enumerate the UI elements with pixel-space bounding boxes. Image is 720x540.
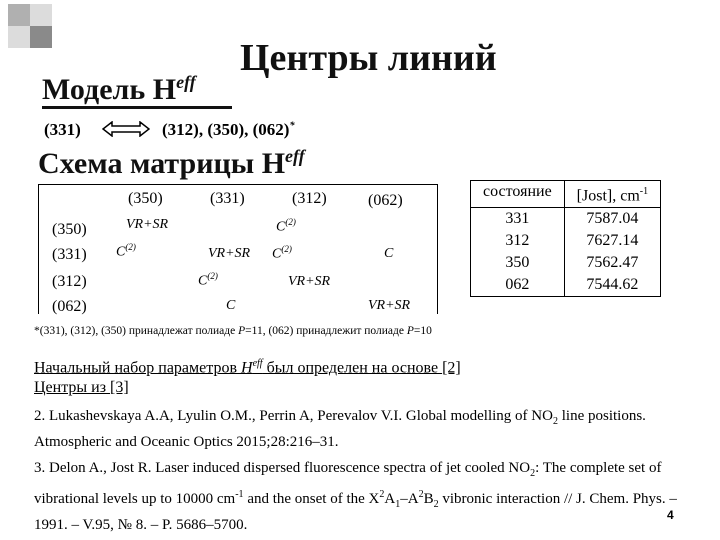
matrix-col-header: (331) [210, 190, 245, 207]
matrix-cell: $C^{(2)}$ [116, 242, 136, 260]
matrix-right-border [437, 184, 438, 314]
decor-square [30, 26, 52, 48]
resonance-states-label: (312), (350), (062)* [162, 120, 295, 139]
matrix-cell: $C^{(2)}$ [272, 244, 292, 262]
matrix-cell: VR+SR [208, 246, 251, 261]
centers-source: Центры из [3] [34, 379, 129, 396]
matrix-left-border [38, 184, 39, 314]
decor-square [8, 26, 30, 48]
matrix-scheme [38, 184, 438, 314]
double-arrow-icon [102, 121, 150, 137]
polyad-footnote: *(331), (312), (350) принадлежат полиаде P=11, (062) принадлежит полиаде P=10 [34, 325, 432, 337]
table-row [471, 181, 661, 208]
table-row [471, 208, 661, 297]
matrix-cell: VR+SR [126, 217, 169, 232]
matrix-row-header: (350) [52, 221, 87, 238]
matrix-cell: $C^{(2)}$ [198, 271, 218, 289]
matrix-col-header: (312) [292, 190, 327, 207]
matrix-col-header: (062) [368, 192, 403, 209]
table-header-jost: [Jost], $cm^{-1}$ [564, 181, 660, 208]
slide-title: Центры линий [240, 37, 497, 79]
initial-parameters-source: Начальный набор параметров $H^{eff}$ был определен на основе [2] [34, 358, 461, 377]
matrix-col-header: (350) [128, 190, 163, 207]
decor-square [8, 4, 30, 26]
page-number: 4 [667, 508, 674, 522]
model-underline [42, 106, 232, 109]
matrix-row-header: (062) [52, 298, 87, 315]
matrix-cell: C [384, 246, 394, 261]
table-cell: 331 312 350 062 [471, 208, 565, 297]
state-energy-table [470, 180, 661, 297]
reference-2: 2. Lukashevskaya A.A, Lyulin O.M., Perrin A, Perevalov V.I. Global modelling of $NO_2$ line positions. Atmospheric and Oceanic Optics 2015;28:216–31. [34, 408, 646, 450]
scheme-label: Схема матрицы $H^{eff}$ [38, 146, 305, 180]
matrix-cell: C [226, 298, 236, 313]
reference-3: 3. Delon A., Jost R. Laser induced dispersed fluorescence spectra of jet cooled $NO_2$: The complete set of vibrational levels up to 10000 $cm^{-1}$ and the onset of the $X^2A_1-A^2B_2$ vibronic interaction // J. Chem. Phys. – 1991. – V.95, № 8. – P. 5686–5700. [34, 460, 677, 533]
matrix-cell: VR+SR [288, 274, 331, 289]
matrix-top-border [38, 184, 438, 185]
matrix-cell: $C^{(2)}$ [276, 217, 296, 235]
decor-square [30, 4, 52, 26]
matrix-row-header: (331) [52, 246, 87, 263]
matrix-row-header: (312) [52, 273, 87, 290]
table-cell: 7587.04 7627.14 7562.47 7544.62 [564, 208, 660, 297]
model-label: Модель $H^{eff}$ [42, 72, 196, 106]
state-331-label: (331) [44, 120, 81, 139]
matrix-cell: VR+SR [368, 298, 411, 313]
table-header-state: состояние [471, 181, 565, 208]
